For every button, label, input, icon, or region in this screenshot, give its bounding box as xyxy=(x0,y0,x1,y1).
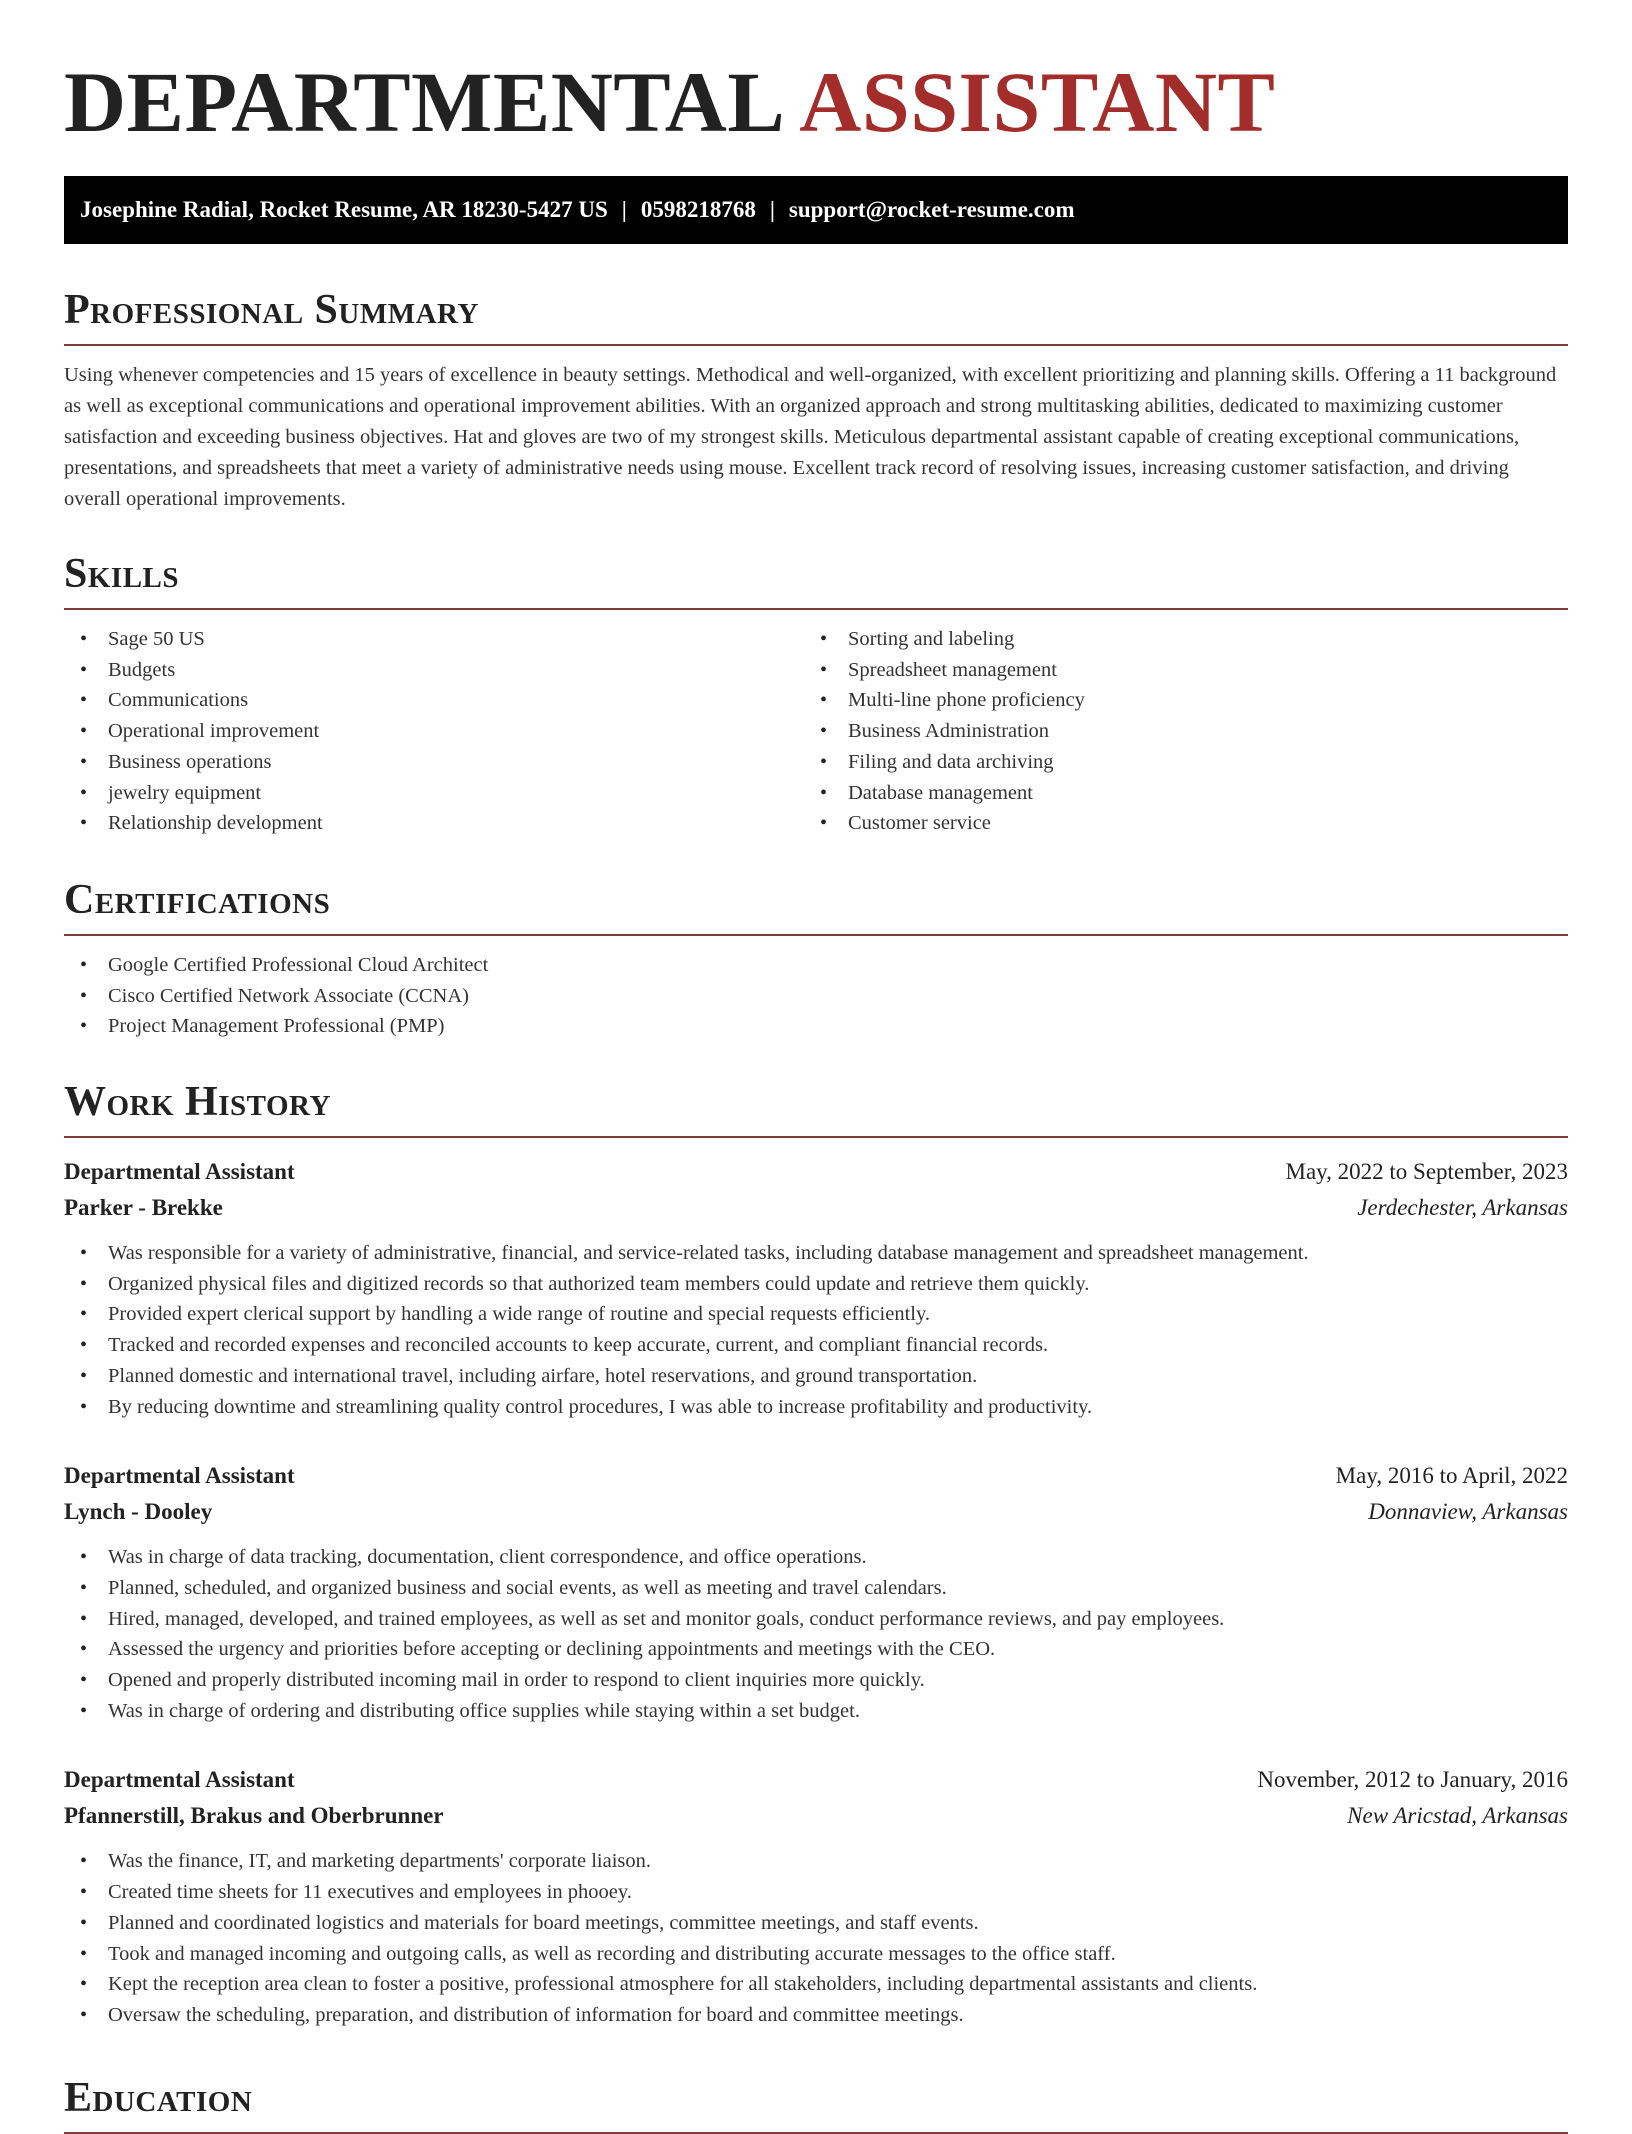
job-bullet: • Was in charge of ordering and distributing office supplies while staying within a set budget. xyxy=(64,1696,1568,1727)
skill-item: • jewelry equipment xyxy=(64,778,804,809)
section-heading: Professional Summary xyxy=(64,282,1568,346)
title-second-word: ASSISTANT xyxy=(799,54,1276,150)
job-bullet: • By reducing downtime and streamlining quality control procedures, I was able to increase profitability and productivity. xyxy=(64,1392,1568,1423)
job-bullet: • Was responsible for a variety of administrative, financial, and service-related tasks, including database management and spreadsheet management. xyxy=(64,1238,1568,1269)
job-company-row xyxy=(64,1494,1568,1530)
job-company-row xyxy=(64,1798,1568,1834)
section-heading: Work History xyxy=(64,1074,1568,1138)
skill-item: • Multi-line phone proficiency xyxy=(804,685,1544,716)
section-heading: Education xyxy=(64,2070,1568,2134)
skill-item: • Communications xyxy=(64,685,804,716)
job-bullet: • Assessed the urgency and priorities before accepting or declining appointments and meetings with the CEO. xyxy=(64,1634,1568,1665)
skill-item: • Budgets xyxy=(64,655,804,686)
job-company: Lynch - Dooley xyxy=(64,1499,213,1525)
job-bullets xyxy=(64,1238,1568,1422)
job-location: Jerdechester, Arkansas xyxy=(1357,1195,1568,1220)
job-entry xyxy=(64,1458,1568,1726)
section-heading: Skills xyxy=(64,546,1568,610)
certifications-section xyxy=(64,872,1568,1042)
certification-item: • Project Management Professional (PMP) xyxy=(64,1011,1568,1042)
job-bullet: • Created time sheets for 11 executives and employees in phooey. xyxy=(64,1877,1568,1908)
job-location: Donnaview, Arkansas xyxy=(1368,1499,1568,1525)
job-bullet: • Hired, managed, developed, and trained employees, as well as set and monitor goals, conduct performance reviews, and pay employees. xyxy=(64,1604,1568,1635)
skills-section xyxy=(64,546,1568,839)
job-title: Departmental Assistant xyxy=(64,1463,295,1489)
skill-item: • Sorting and labeling xyxy=(804,624,1544,655)
job-bullet: • Organized physical files and digitized records so that authorized team members could update and retrieve them quickly. xyxy=(64,1269,1568,1300)
job-dates: May, 2016 to April, 2022 xyxy=(1335,1463,1568,1489)
job-bullet: • Took and managed incoming and outgoing calls, as well as recording and distributing accurate messages to the office staff. xyxy=(64,1939,1568,1970)
summary-section xyxy=(64,282,1568,515)
skill-item: • Database management xyxy=(804,778,1544,809)
skill-item: • Customer service xyxy=(804,808,1544,839)
job-header-row xyxy=(64,1154,1568,1190)
job-dates: May, 2022 to September, 2023 xyxy=(1285,1159,1568,1184)
contact-separator: | xyxy=(769,197,775,222)
certifications-list xyxy=(64,950,1568,1042)
skill-item: • Spreadsheet management xyxy=(804,655,1544,686)
contact-phone: 0598218768 xyxy=(640,197,756,222)
certification-item: • Cisco Certified Network Associate (CCNA) xyxy=(64,981,1568,1012)
contact-address: Josephine Radial, Rocket Resume, AR 18230-5427 US xyxy=(80,197,608,222)
job-bullet: • Oversaw the scheduling, preparation, and distribution of information for board and committee meetings. xyxy=(64,2000,1568,2031)
education-section xyxy=(64,2070,1568,2134)
contact-bar xyxy=(64,176,1568,244)
job-bullet: • Planned and coordinated logistics and materials for board meetings, committee meetings, and staff events. xyxy=(64,1908,1568,1939)
section-heading: Certifications xyxy=(64,872,1568,936)
job-company: Pfannerstill, Brakus and Oberbrunner xyxy=(64,1803,444,1829)
job-company: Parker - Brekke xyxy=(64,1195,223,1220)
contact-email: support@rocket-resume.com xyxy=(788,197,1075,222)
job-bullet: • Planned domestic and international travel, including airfare, hotel reservations, and ground transportation. xyxy=(64,1361,1568,1392)
job-title: Departmental Assistant xyxy=(64,1767,295,1793)
job-company-row xyxy=(64,1190,1568,1226)
summary-text: Using whenever competencies and 15 years of excellence in beauty settings. Methodical and well-organized, with excellent prioritizing and planning skills. Offering a 11 background as well as exceptional communications and operational improvement abilities. With an organized approach and strong multitasking abilities, dedicated to maximizing customer satisfaction and exceeding business objectives. Hat and gloves are two of my strongest skills. Meticulous departmental assistant capable of creating exceptional communications, presentations, and spreadsheets that meet a variety of administrative needs using mouse. Excellent track record of resolving issues, increasing customer satisfaction, and driving overall operational improvements. xyxy=(64,364,1557,510)
job-bullets xyxy=(64,1846,1568,2030)
job-bullet: • Kept the reception area clean to foster a positive, professional atmosphere for all stakeholders, including departmental assistants and clients. xyxy=(64,1969,1568,2000)
job-title: Departmental Assistant xyxy=(64,1159,295,1184)
job-entry xyxy=(64,1762,1568,2030)
contact-separator: | xyxy=(621,197,627,222)
skill-item: • Operational improvement xyxy=(64,716,804,747)
job-bullets xyxy=(64,1542,1568,1726)
skill-item: • Filing and data archiving xyxy=(804,747,1544,778)
work-history-section xyxy=(64,1074,1568,2031)
skill-item: • Business operations xyxy=(64,747,804,778)
job-dates: November, 2012 to January, 2016 xyxy=(1257,1767,1568,1793)
job-bullet: • Was in charge of data tracking, documentation, client correspondence, and office operations. xyxy=(64,1542,1568,1573)
job-header-row xyxy=(64,1762,1568,1798)
job-header-row xyxy=(64,1458,1568,1494)
skills-columns xyxy=(64,610,1568,839)
skill-item: • Sage 50 US xyxy=(64,624,804,655)
title-first-word: DEPARTMENTAL xyxy=(64,54,786,150)
skills-list-left xyxy=(64,624,804,839)
job-bullet: • Was the finance, IT, and marketing departments' corporate liaison. xyxy=(64,1846,1568,1877)
job-bullet: • Provided expert clerical support by handling a wide range of routine and special requests efficiently. xyxy=(64,1299,1568,1330)
certification-item: • Google Certified Professional Cloud Architect xyxy=(64,950,1568,981)
job-entry xyxy=(64,1154,1568,1422)
job-location: New Aricstad, Arkansas xyxy=(1347,1803,1568,1829)
job-bullet: • Planned, scheduled, and organized business and social events, as well as meeting and travel calendars. xyxy=(64,1573,1568,1604)
skill-item: • Business Administration xyxy=(804,716,1544,747)
job-bullet: • Tracked and recorded expenses and reconciled accounts to keep accurate, current, and compliant financial records. xyxy=(64,1330,1568,1361)
skills-list-right xyxy=(804,624,1544,839)
skill-item: • Relationship development xyxy=(64,808,804,839)
resume-title xyxy=(64,52,1275,152)
job-bullet: • Opened and properly distributed incoming mail in order to respond to client inquiries more quickly. xyxy=(64,1665,1568,1696)
